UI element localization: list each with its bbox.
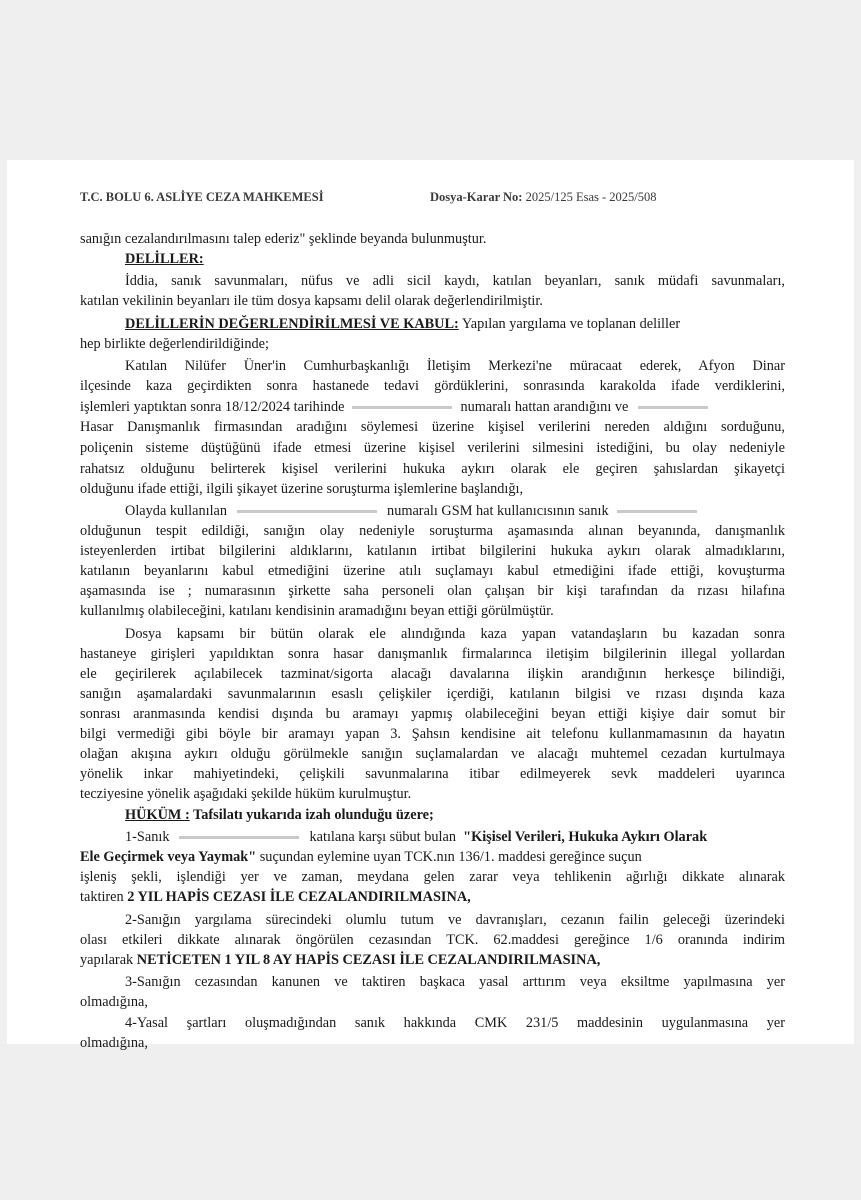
redacted-text — [638, 406, 708, 409]
text-line: olduğunu ifade ettiği, ilgili şikayet üzerine soruşturma işlemlerine başlandığı, — [80, 481, 524, 497]
court-name: T.C. BOLU 6. ASLİYE CEZA MAHKEMESİ — [80, 190, 324, 204]
text-line: rahatsız olduğunu belirterek kişisel verilerini hukuka aykırı olarak ele geçiren şahıslardan şikayetçi — [80, 461, 785, 477]
text-line: işleniş şekli, işlendiği yer ve zaman, meydana gelen zarar veya tehlikenin ağırlığı dikkate alınarak — [80, 869, 785, 885]
section-heading-evidence: DELİLLER: — [125, 251, 204, 267]
text-line: ilçesinde kaza geçirdikten sonra hastanede tedavi gördüklerini, sonrasında karakolda ifade verdiklerini, — [80, 378, 785, 394]
text-line: isteyenlerden irtibat bilgilerini aldıklarını, katılanın irtibat bilgilerini hukuka aykırı olarak almadıklarını, — [80, 543, 785, 559]
section-heading-evaluation: DELİLLERİN DEĞERLENDİRİLMESİ VE KABUL: — [125, 316, 459, 332]
text-line: yapılarak NETİCETEN 1 YIL 8 AY HAPİS CEZASI İLE CEZALANDIRILMASINA, — [80, 952, 601, 968]
redacted-text — [352, 406, 452, 409]
text-line: HÜKÜM : Tafsilatı yukarıda izah olunduğu üzere; — [125, 807, 434, 823]
text-line: 2-Sanığın yargılama sürecindeki olumlu tutum ve davranışları, cezanın failin geleceği üzerindeki — [125, 912, 785, 928]
text-line: bilgi vermediği gibi böyle bir aramayı yapan 3. Şahsın kendisine ait telefonu kullanmamasının da hayatın — [80, 726, 785, 742]
text-line: aşamasında ise ; numarasının şirkette saha personeli olan çalışan bir kişi tarafından da rızası hilafına — [80, 583, 785, 599]
text-line: 4-Yasal şartları oluşmadığından sanık hakkında CMK 231/5 maddesinin uygulanmasına yer — [125, 1015, 785, 1031]
case-number-value: 2025/125 Esas - 2025/508 — [522, 190, 657, 204]
text-line: olağan akışına aykırı olduğu görülmekle sanığın suçlamalardan ve alacağı muhtemel cezadan kurtulmaya — [80, 746, 785, 762]
case-number-label: Dosya-Karar No: — [430, 190, 523, 204]
text-line: 1-Sanık katılana karşı sübut bulan "Kişisel Verileri, Hukuka Aykırı Olarak — [125, 829, 708, 845]
text-line: sanığın aşamalardaki savunmalarının esaslı çelişkiler içerdiği, katılanın bilgisi ve rızası dışında kaza — [80, 686, 785, 702]
text-line: İddia, sanık savunmaları, nüfus ve adli sicil kaydı, katılan beyanları, sanık müdafi savunmaları, — [125, 273, 785, 289]
text-line: Olayda kullanılan numaralı GSM hat kullanıcısının sanık — [125, 501, 785, 521]
text-line: olduğunun tespit edildiği, sanığın olay nedeniyle soruşturma aşamasında alınan beyanında, danışmanlık — [80, 523, 785, 539]
text-line: taktiren 2 YIL HAPİS CEZASI İLE CEZALANDIRILMASINA, — [80, 889, 471, 905]
photo-background-top — [0, 0, 861, 160]
text-line: hep birlikte değerlendirildiğinde; — [80, 336, 269, 352]
section-heading-verdict: HÜKÜM : — [125, 807, 190, 823]
text-line: kullanılmış olabileceğini, katılanı kendisinin aramadığını beyan ettiği görülmüştür. — [80, 603, 554, 619]
text-line: hastaneye girişleri yapıldıktan sonra hasar danışmanlık firmalarınca iletişim bilgilerinin illegal yollardan — [80, 646, 785, 662]
photo-background-bottom — [0, 1044, 861, 1200]
text-line: olası etkileri dikkate alınarak öngörülen cezasından TCK. 62.maddesi gereğince 1/6 oranında indirim — [80, 932, 785, 948]
text-line: Ele Geçirmek veya Yaymak" suçundan eylemine uyan TCK.nın 136/1. maddesi gereğince suçun — [80, 849, 642, 865]
text-line: poliçenin sisteme düştüğünü ifade etmesi üzerine kişisel verilerini silmesini istediğini, bu olay nedeniyle — [80, 440, 785, 456]
text-line: tecziyesine yönelik aşağıdaki şekilde hüküm kurulmuştur. — [80, 786, 412, 802]
text-line: sonrası aranmasında kendisi dışında bu aramayı yapmış olabileceğini beyan ettiği kişiye dair somut bir — [80, 706, 785, 722]
text-line: yönelik inkar mahiyetindeki, çelişkili savunmalarına itibar edilmeyerek sevk maddeleri uyarınca — [80, 766, 785, 782]
text-line: Katılan Nilüfer Üner'in Cumhurbaşkanlığı İletişim Merkezi'ne müracaat ederek, Afyon Dinar — [125, 358, 785, 374]
redacted-text — [617, 510, 697, 513]
text-line: işlemleri yaptıktan sonra 18/12/2024 tarihinde numaralı hattan arandığını ve — [80, 397, 785, 417]
text-line: katılan vekilinin beyanları ile tüm dosya kapsamı delil olarak değerlendirilmiştir. — [80, 293, 543, 309]
text-line: olmadığına, — [80, 994, 148, 1010]
redacted-text — [179, 836, 299, 839]
redacted-text — [237, 510, 377, 513]
text-line: ele geçirilerek açılabilecek tazminat/sigorta alacağı davalarına ilişkin arandığının herkesçe bilindiği, — [80, 666, 785, 682]
text-line: Dosya kapsamı bir bütün olarak ele alındığında kaza yapan vatandaşların bu kazadan sonra — [125, 626, 785, 642]
text-line: sanığın cezalandırılmasını talep ederiz" şeklinde beyanda bulunmuştur. — [80, 231, 487, 247]
text-line: 3-Sanığın cezasından kanunen ve taktiren başkaca yasal arttırım veya eksiltme yapılmasına yer — [125, 974, 785, 990]
case-number — [430, 190, 657, 205]
text-line: DELİLLERİN DEĞERLENDİRİLMESİ VE KABUL: Yapılan yargılama ve toplanan deliller — [125, 316, 681, 332]
text-line: Hasar Danışmanlık firmasından aradığını söylemesi üzerine kişisel verilerini nereden aldığını sorduğunu, — [80, 419, 785, 435]
text-line: olmadığına, — [80, 1035, 148, 1051]
text-line: katılanın beyanlarını kabul etmediğini üzerine atılı suçlamayı kabul etmediğini ifade ettiği, kovuşturma — [80, 563, 785, 579]
